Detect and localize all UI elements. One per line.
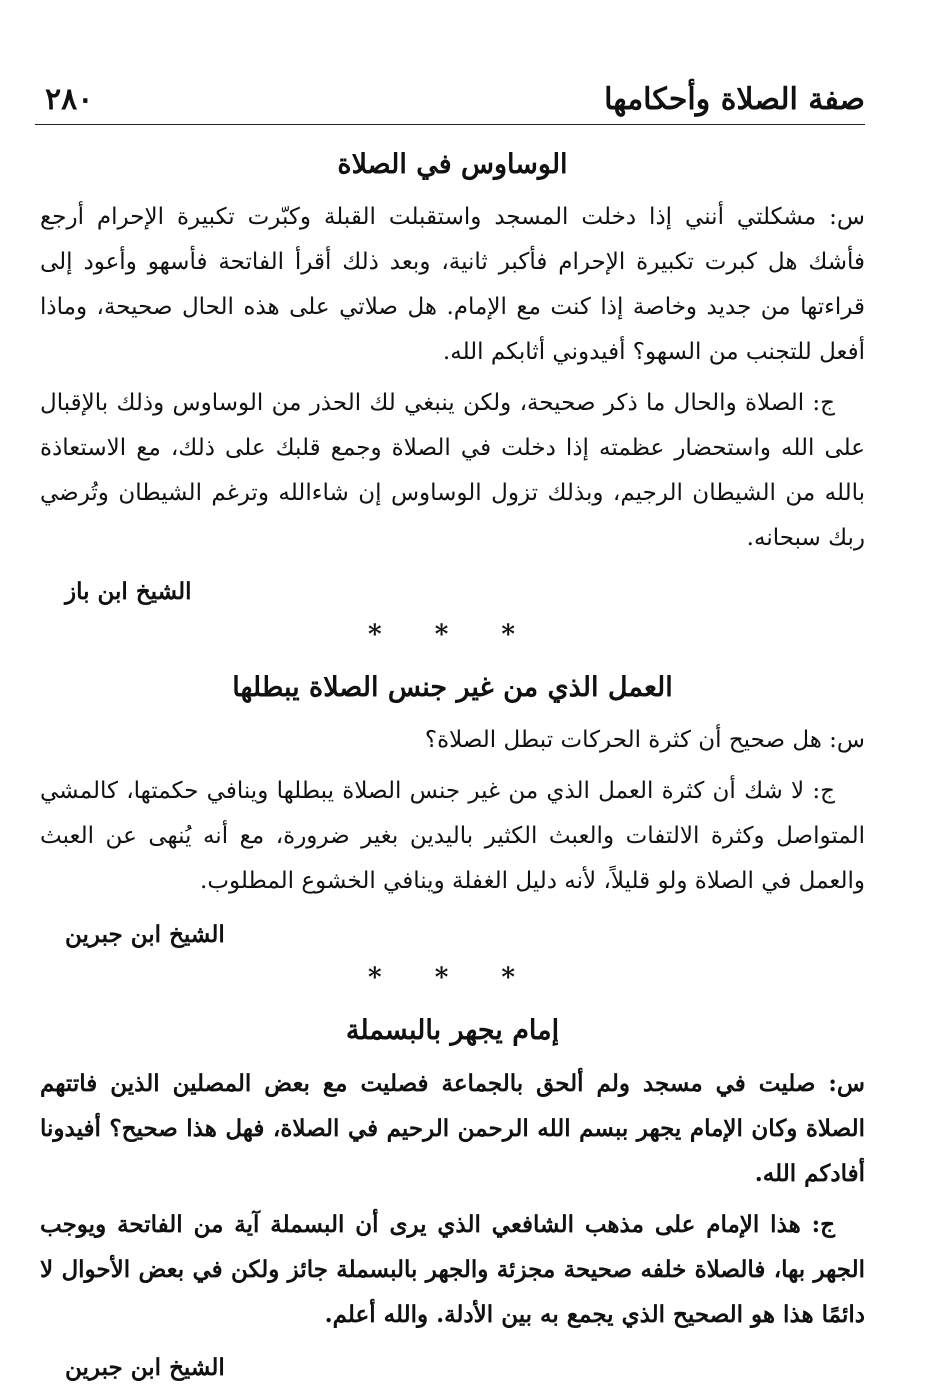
question-text: س: هل صحيح أن كثرة الحركات تبطل الصلاة؟ [424,727,865,753]
header-divider [35,124,865,125]
section-separator: * * * [368,963,537,993]
fatwa-signature: الشيخ ابن جبرين [65,1354,225,1381]
question-text: س: صليت في مسجد ولم ألحق بالجماعة فصليت مع بعض المصلين الذين فاتتهم الصلاة وكان الإمام يجهر ببسم الله الرحمن الرحيم في الصلاة، فهل هذا صحيح؟ أفيدونا أفادكم الله. [40,1070,865,1187]
page-header [35,82,865,122]
section-title: العمل الذي من غير جنس الصلاة يبطلها [232,672,673,703]
section-waswas [40,145,865,614]
section-basmala [40,1011,865,1390]
answer-text: ج: الصلاة والحال ما ذكر صحيحة، ولكن ينبغي لك الحذر من الوساوس وذلك بالإقبال على الله واستحضار عظمته إذا دخلت في الصلاة وجمع قلبك على ذلك، مع الاستعاذة بالله من الشيطان الرجيم، وبذلك تزول الوساوس إن شاءالله وترغم الشيطان وتُرضي ربك سبحانه. [40,390,865,551]
section-title: إمام يجهر بالبسملة [345,1015,560,1046]
section-separator: * * * [368,620,537,650]
answer-text: ج: هذا الإمام على مذهب الشافعي الذي يرى أن البسملة آية من الفاتحة ويوجب الجهر بها، فالصلاة خلفه صحيحة مجزئة والجهر بالبسملة جائز ولكن في بعض الأحوال لا دائمًا هذا هو الصحيح الذي يجمع به بين الأدلة. والله أعلم. [40,1211,865,1328]
page-content [40,135,865,1394]
section-title: الوساوس في الصلاة [337,149,568,180]
answer-text: ج: لا شك أن كثرة العمل الذي من غير جنس الصلاة يبطلها وينافي حكمتها، كالمشي المتواصل وكثرة الالتفات والعبث الكثير باليدين بغير ضرورة، مع أنه يُنهى عن العبث والعمل في الصلاة ولو قليلاً، لأنه دليل الغفلة وينافي الخشوع المطلوب. [40,778,865,894]
question-text: س: مشكلتي أنني إذا دخلت المسجد واستقبلت القبلة وكبّرت تكبيرة الإحرام أرجع فأشك هل كبرت تكبيرة الإحرام فأكبر ثانية، وبعد ذلك أقرأ الفاتحة فأسهو وأعود إلى قراءتها من جديد وخاصة إذا كنت مع الإمام. هل صلاتي على هذه الحال صحيحة، وماذا أفعل للتجنب من السهو؟ أفيدوني أثابكم الله. [40,204,865,365]
running-title: صفة الصلاة وأحكامها [604,82,865,117]
section-extra-movement [40,668,865,957]
page-number: ٢٨٠ [45,82,94,117]
fatwa-signature: الشيخ ابن جبرين [65,921,225,948]
fatwa-signature: الشيخ ابن باز [65,578,192,605]
